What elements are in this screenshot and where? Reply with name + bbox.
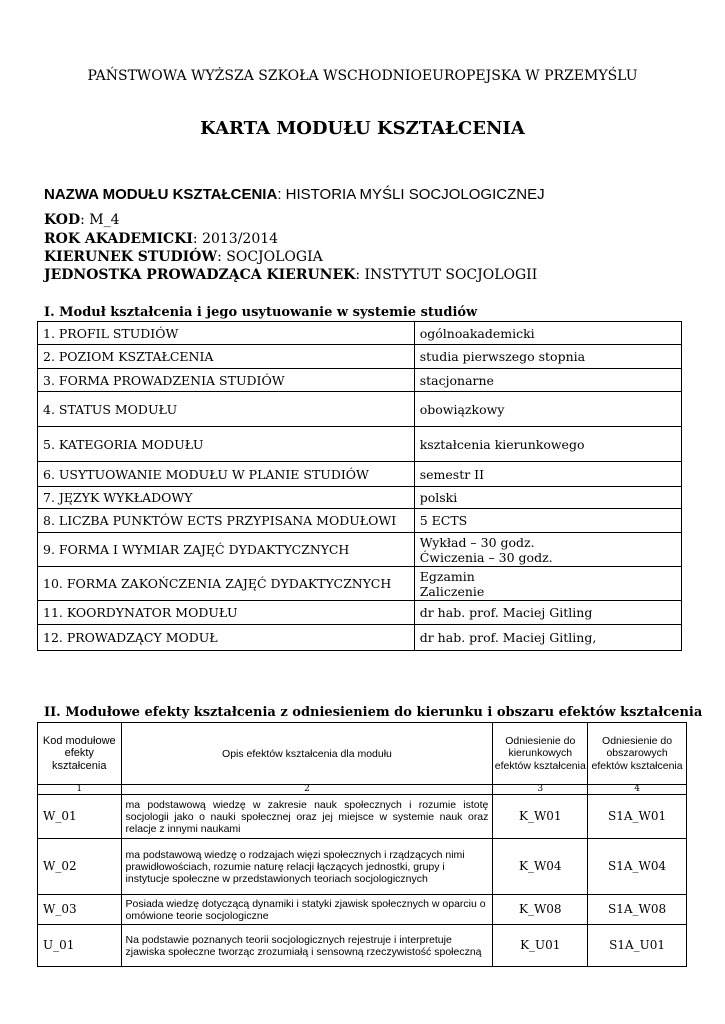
outcome-field-ref: K_W01 — [493, 795, 588, 839]
outcome-area-ref: S1A_W04 — [588, 839, 687, 895]
row-value: dr hab. prof. Maciej Gitling, — [414, 625, 681, 651]
column-numbers-row — [38, 785, 687, 795]
table-row — [38, 462, 682, 487]
table-row — [38, 895, 687, 925]
table-row — [38, 322, 682, 345]
row-label: 2. POZIOM KSZTAŁCENIA — [38, 345, 415, 369]
table-row — [38, 533, 682, 567]
row-value: stacjonarne — [414, 369, 681, 392]
table-row — [38, 601, 682, 625]
column-number: 1 — [38, 785, 122, 795]
row-label: 12. PROWADZĄCY MODUŁ — [38, 625, 415, 651]
field-label: KIERUNEK STUDIÓW — [44, 249, 218, 265]
row-value-line1: Egzamin — [419, 568, 475, 584]
outcome-code: W_01 — [38, 795, 122, 839]
row-label: 11. KOORDYNATOR MODUŁU — [38, 601, 415, 625]
outcome-code: W_03 — [38, 895, 122, 925]
outcome-area-ref: S1A_U01 — [588, 925, 687, 967]
table-row — [38, 795, 687, 839]
column-number: 3 — [493, 785, 588, 795]
row-value: kształcenia kierunkowego — [414, 427, 681, 462]
field-value: : SOCJOLOGIA — [217, 249, 323, 265]
unit-label: JEDNOSTKA PROWADZĄCA KIERUNEK — [44, 267, 356, 283]
module-name-line — [44, 186, 545, 203]
table-row — [38, 369, 682, 392]
column-number: 4 — [588, 785, 687, 795]
row-value: polski — [414, 487, 681, 509]
module-name-label: NAZWA MODUŁU KSZTAŁCENIA — [44, 186, 278, 203]
outcome-field-ref: K_U01 — [493, 925, 588, 967]
year-label: ROK AKADEMICKI — [44, 231, 193, 247]
table-row — [38, 345, 682, 369]
row-label: 10. FORMA ZAKOŃCZENIA ZAJĘĆ DYDAKTYCZNYCH — [38, 567, 415, 601]
row-value: obowiązkowy — [414, 392, 681, 427]
section1-title: I. Moduł kształcenia i jego usytuowanie w systemie studiów — [44, 305, 478, 320]
table-row — [38, 567, 682, 601]
row-label: 3. FORMA PROWADZENIA STUDIÓW — [38, 369, 415, 392]
header-field-reference: Odniesienie do kierunkowych efektów kształcenia — [493, 723, 588, 785]
outcome-description: Na podstawie poznanych teorii socjologicznych rejestruje i interpretuje zjawiska społeczne tworząc zrozumiałą i sensowną rzeczywistość społeczną — [121, 925, 493, 967]
row-value: dr hab. prof. Maciej Gitling — [414, 601, 681, 625]
unit-value: : INSTYTUT SOCJOLOGII — [355, 267, 538, 283]
header-code: Kod modułowe efekty kształcenia — [38, 723, 122, 785]
year-value: : 2013/2014 — [192, 231, 279, 247]
row-value: semestr II — [414, 462, 681, 487]
table-row — [38, 487, 682, 509]
row-value: 5 ECTS — [414, 509, 681, 533]
learning-outcomes-table — [37, 722, 687, 967]
outcome-description: Posiada wiedzę dotyczącą dynamiki i statyki zjawisk społecznych w oparciu o omówione teorie socjologiczne — [121, 895, 493, 925]
outcome-area-ref: S1A_W08 — [588, 895, 687, 925]
row-label: 9. FORMA I WYMIAR ZAJĘĆ DYDAKTYCZNYCH — [38, 533, 415, 567]
table-row — [38, 427, 682, 462]
row-value: ogólnoakademicki — [414, 322, 681, 345]
outcome-field-ref: K_W08 — [493, 895, 588, 925]
row-value — [414, 567, 681, 601]
outcome-description: ma podstawową wiedzę o rodzajach więzi społecznych i rządzących nimi prawidłowościach, rozumie naturę relacji łączących jednostki, grupy i instytucje społeczne w przedstawionych teoriach socjologicznych — [121, 839, 493, 895]
row-label: 6. USYTUOWANIE MODUŁU W PLANIE STUDIÓW — [38, 462, 415, 487]
code-line — [44, 212, 120, 229]
row-value-line2: Ćwiczenia – 30 godz. — [419, 549, 553, 565]
document-title: KARTA MODUŁU KSZTAŁCENIA — [200, 118, 525, 139]
code-label: KOD — [44, 212, 81, 228]
outcome-code: W_02 — [38, 839, 122, 895]
table-row — [38, 509, 682, 533]
outcome-field-ref: K_W04 — [493, 839, 588, 895]
outcome-area-ref: S1A_W01 — [588, 795, 687, 839]
table-row — [38, 392, 682, 427]
row-label: 8. LICZBA PUNKTÓW ECTS PRZYPISANA MODUŁOWI — [38, 509, 415, 533]
header-description: Opis efektów kształcenia dla modułu — [121, 723, 493, 785]
table-row — [38, 839, 687, 895]
section2-title: II. Modułowe efekty kształcenia z odniesieniem do kierunku i obszaru efektów kształcenia — [44, 705, 703, 720]
outcome-code: U_01 — [38, 925, 122, 967]
table-row — [38, 625, 682, 651]
module-info-table — [37, 321, 682, 651]
row-label: 5. KATEGORIA MODUŁU — [38, 427, 415, 462]
row-value-line1: Wykład – 30 godz. — [419, 534, 535, 550]
row-value — [414, 533, 681, 567]
university-name: PAŃSTWOWA WYŻSZA SZKOŁA WSCHODNIOEUROPEJSKA W PRZEMYŚLU — [87, 68, 638, 84]
row-value-line2: Zaliczenie — [419, 583, 485, 599]
year-line — [44, 231, 278, 248]
row-label: 1. PROFIL STUDIÓW — [38, 322, 415, 345]
header-area-reference: Odniesienie do obszarowych efektów kształcenia — [588, 723, 687, 785]
row-value: studia pierwszego stopnia — [414, 345, 681, 369]
table-row — [38, 925, 687, 967]
row-label: 4. STATUS MODUŁU — [38, 392, 415, 427]
unit-line — [44, 267, 537, 284]
outcome-description: ma podstawową wiedzę w zakresie nauk społecznych i rozumie istotę socjologii jako o nauki społecznej oraz jej miejsce w systemie nauk oraz relacje z innymi naukami — [121, 795, 493, 839]
column-number: 2 — [121, 785, 493, 795]
code-value: : M_4 — [80, 212, 120, 228]
row-label: 7. JĘZYK WYKŁADOWY — [38, 487, 415, 509]
module-name-value: : HISTORIA MYŚLI SOCJOLOGICZNEJ — [277, 186, 545, 203]
table-header-row — [38, 723, 687, 785]
field-line — [44, 249, 323, 266]
